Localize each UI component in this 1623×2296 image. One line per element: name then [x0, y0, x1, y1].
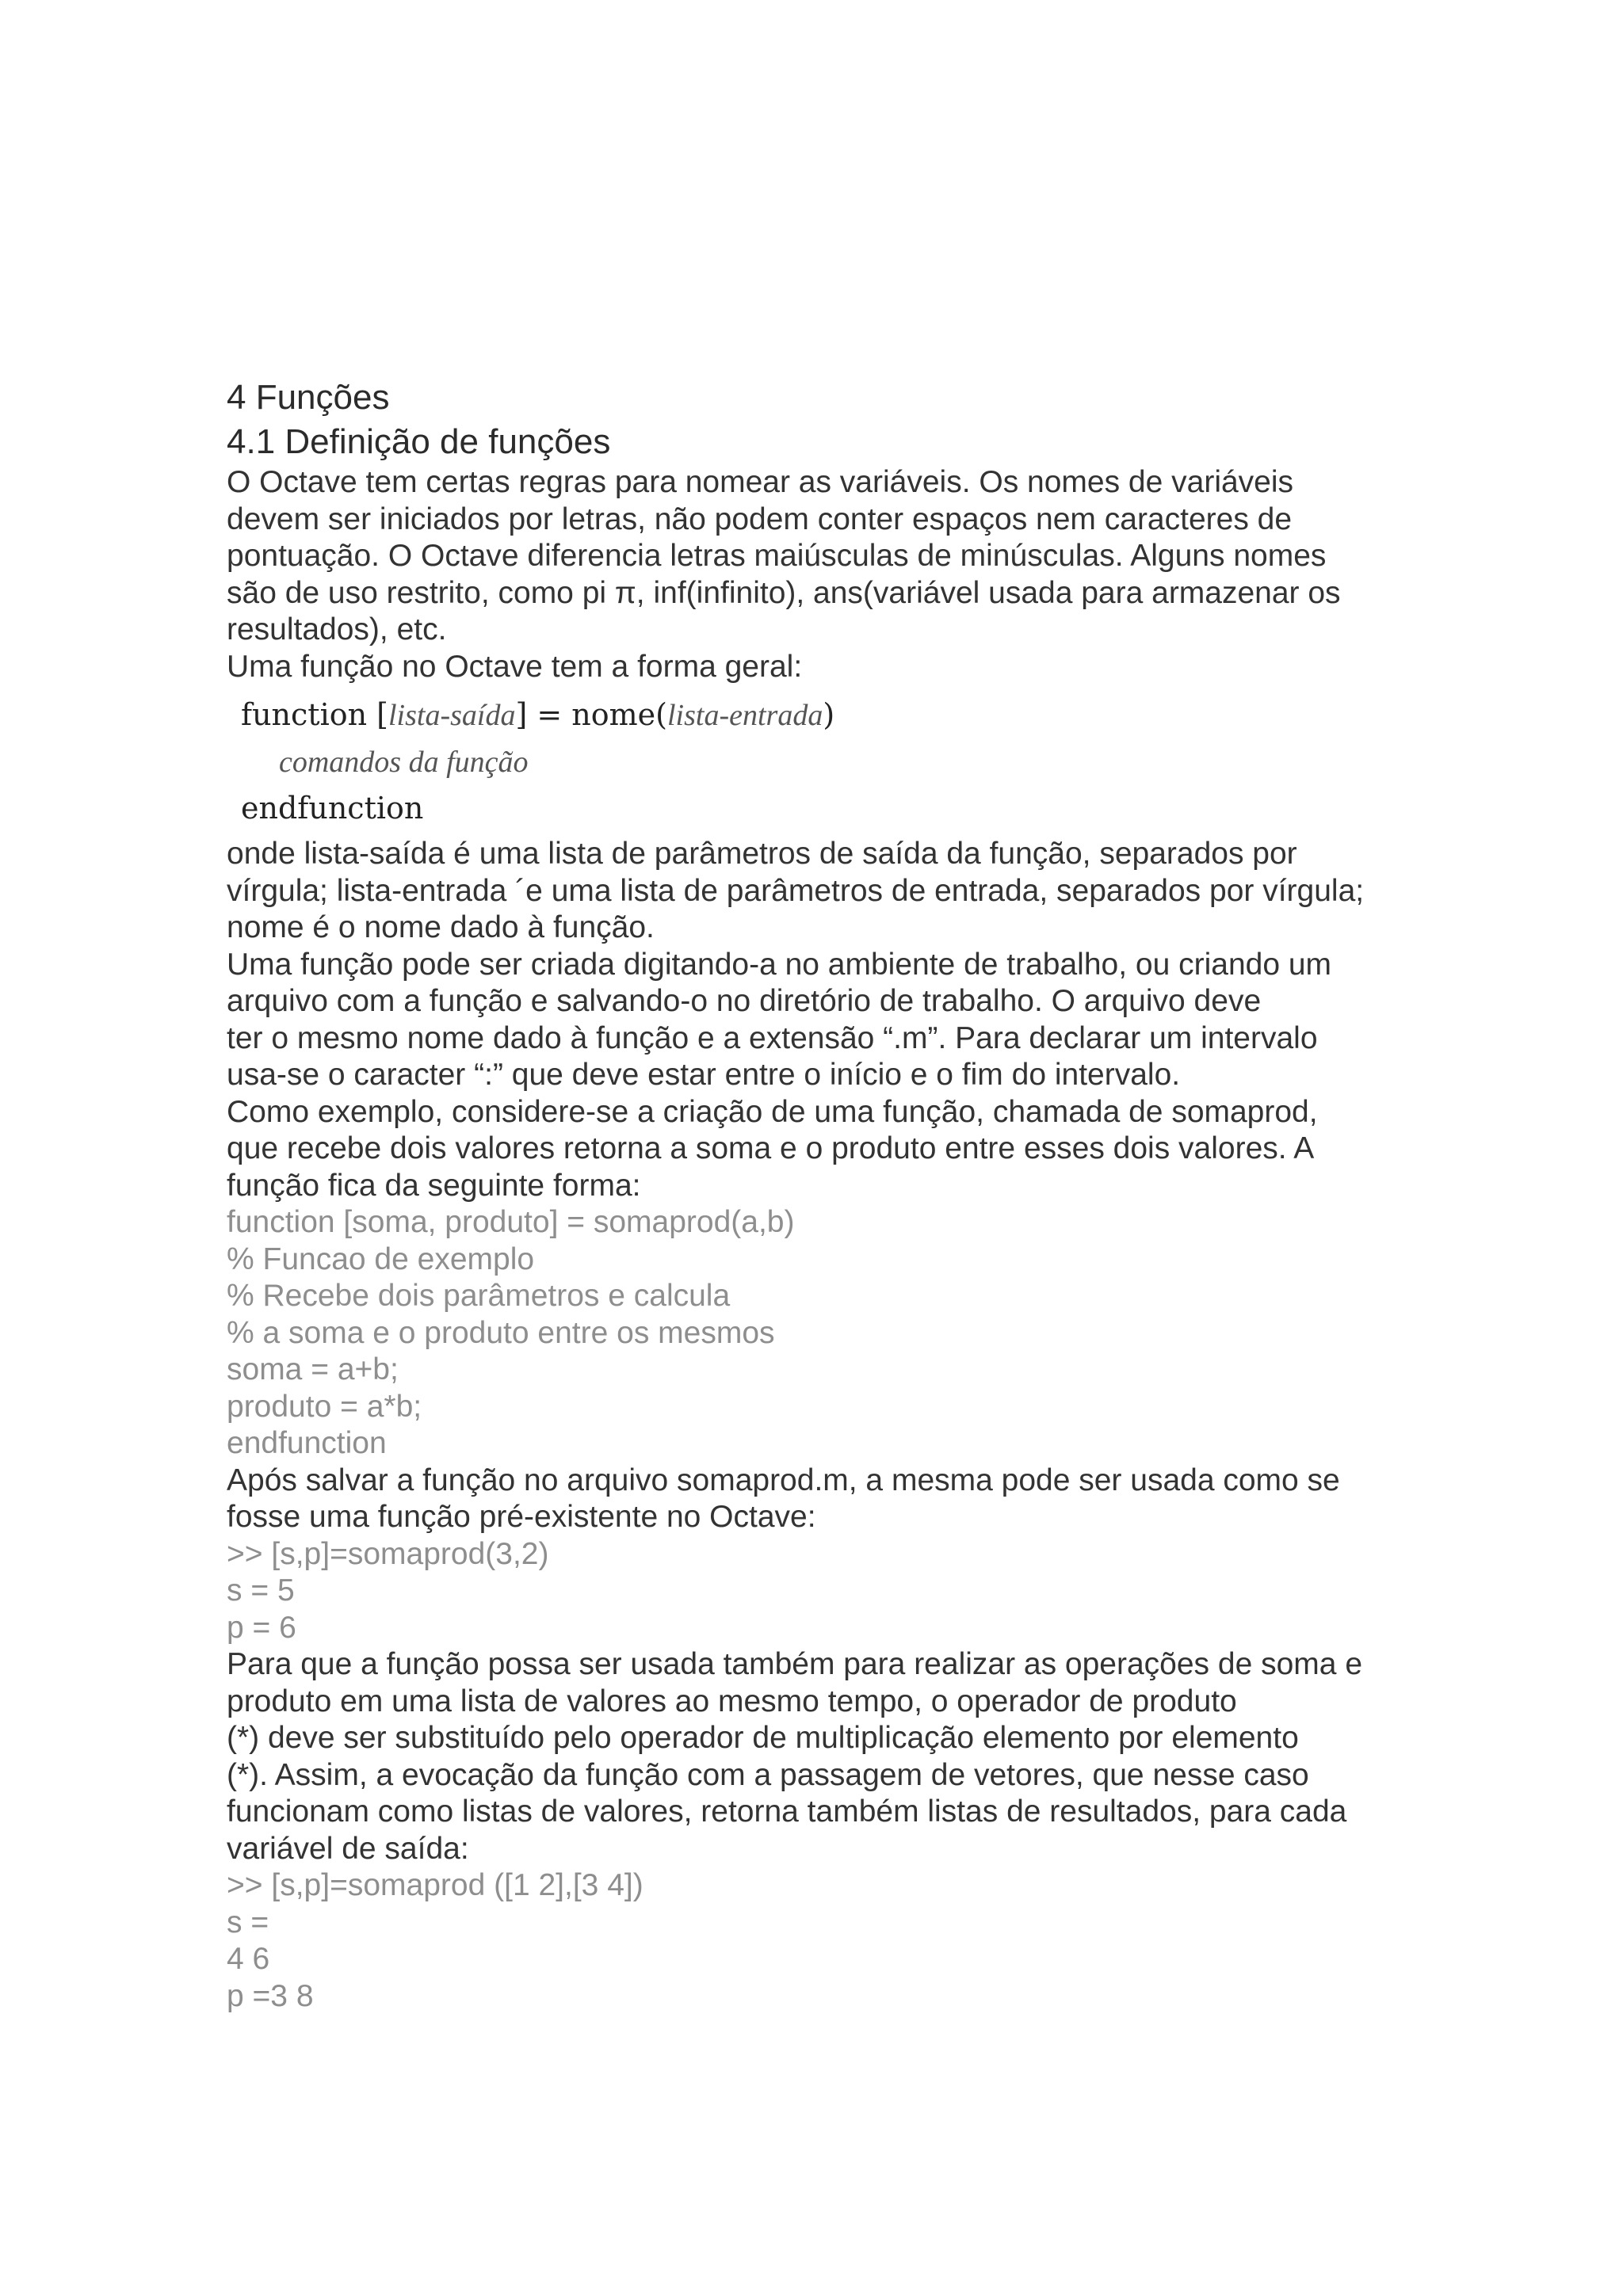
- text-line: pontuação. O Octave diferencia letras maiúsculas de minúsculas. Alguns nomes: [227, 539, 1327, 573]
- section-title: 4.1 Definição de funções: [227, 422, 611, 461]
- usage-paragraph: [227, 1463, 1415, 1536]
- text-line: função fica da seguinte forma:: [227, 1168, 641, 1203]
- console-line: s = 5: [227, 1573, 295, 1608]
- text-line: (*). Assim, a evocação da função com a passagem de vetores, que nesse caso: [227, 1757, 1309, 1792]
- console-line: p = 6: [227, 1610, 296, 1645]
- code-line: % Funcao de exemplo: [227, 1241, 535, 1276]
- text-line: Uma função pode ser criada digitando-a no ambiente de trabalho, ou criando um: [227, 947, 1332, 982]
- placeholder-lista-saida: lista-saída: [388, 699, 516, 732]
- code-line: % Recebe dois parâmetros e calcula: [227, 1279, 731, 1313]
- code-line: soma = a+b;: [227, 1352, 399, 1386]
- vectors-paragraph: [227, 1646, 1415, 1867]
- function-signature-figure: [241, 692, 1033, 831]
- text-line: vírgula; lista-entrada ´e uma lista de parâmetros de entrada, separados por vírgula;: [227, 873, 1365, 908]
- text-line: Após salvar a função no arquivo somaprod.m, a mesma pode ser usada como se: [227, 1463, 1340, 1497]
- text-line: O Octave tem certas regras para nomear as variáveis. Os nomes de variáveis: [227, 465, 1294, 499]
- code-line: % a soma e o produto entre os mesmos: [227, 1315, 775, 1350]
- text-line: variável de saída:: [227, 1831, 469, 1866]
- console-output-1: [227, 1536, 1415, 1647]
- text-line: produto em uma lista de valores ao mesmo tempo, o operador de produto: [227, 1684, 1237, 1718]
- console-output-2: [227, 1867, 1415, 2015]
- console-line: >> [s,p]=somaprod(3,2): [227, 1536, 549, 1571]
- text-line: Para que a função possa ser usada também para realizar as operações de soma e: [227, 1647, 1363, 1681]
- bracket-open: [: [376, 697, 388, 732]
- chapter-title: 4 Funções: [227, 378, 390, 417]
- placeholder-lista-entrada: lista-entrada: [667, 699, 823, 732]
- signature-body-line: [241, 738, 1033, 785]
- text-line: que recebe dois valores retorna a soma e o produto entre esses dois valores. A: [227, 1131, 1315, 1165]
- signature-line: [241, 692, 1033, 738]
- console-line: >> [s,p]=somaprod ([1 2],[3 4]): [227, 1868, 643, 1902]
- keyword-endfunction: endfunction: [241, 791, 424, 826]
- text-line: funcionam como listas de valores, retorna também listas de resultados, para cada: [227, 1794, 1347, 1829]
- console-line: 4 6: [227, 1942, 270, 1976]
- text-line: ter o mesmo nome dado à função e a extensão “.m”. Para declarar um intervalo: [227, 1020, 1318, 1055]
- signature-end-line: [241, 785, 1033, 831]
- text-line: são de uso restrito, como pi π, inf(infinito), ans(variável usada para armazenar os: [227, 575, 1341, 610]
- placeholder-comandos: comandos da função: [279, 746, 529, 779]
- code-line: produto = a*b;: [227, 1389, 422, 1424]
- intro-paragraph: [227, 464, 1415, 685]
- text-line: usa-se o caracter “:” que deve estar entre o início e o fim do intervalo.: [227, 1058, 1181, 1092]
- code-line: endfunction: [227, 1426, 387, 1460]
- text-line: fosse uma função pré-existente no Octave:: [227, 1500, 816, 1534]
- console-line: s =: [227, 1905, 269, 1939]
- explanation-paragraph: [227, 836, 1415, 1204]
- text-line: onde lista-saída é uma lista de parâmetros de saída da função, separados por: [227, 837, 1297, 871]
- text-line: nome é o nome dado à função.: [227, 910, 655, 944]
- text-line: resultados), etc.: [227, 612, 447, 646]
- code-line: function [soma, produto] = somaprod(a,b): [227, 1205, 795, 1239]
- code-example-block: [227, 1204, 1415, 1463]
- keyword-function: function: [241, 697, 368, 732]
- text-line: (*) deve ser substituído pelo operador de multiplicação elemento por elemento: [227, 1721, 1299, 1755]
- document-page: [227, 376, 1415, 2015]
- assign-nome: ] = nome(: [515, 697, 667, 732]
- console-line: p =3 8: [227, 1978, 314, 2013]
- text-line: Como exemplo, considere-se a criação de uma função, chamada de somaprod,: [227, 1094, 1318, 1129]
- text-line: arquivo com a função e salvando-o no diretório de trabalho. O arquivo deve: [227, 984, 1262, 1018]
- text-line: devem ser iniciados por letras, não podem conter espaços nem caracteres de: [227, 502, 1293, 536]
- paren-close: ): [823, 697, 835, 732]
- text-line: Uma função no Octave tem a forma geral:: [227, 649, 803, 684]
